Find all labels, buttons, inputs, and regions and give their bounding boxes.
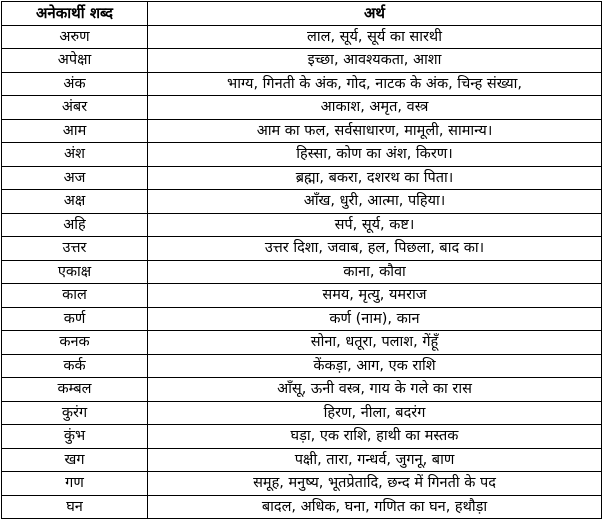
meaning-cell: सोना, धतूरा, पलाश, गेंहूँ bbox=[148, 331, 602, 355]
meaning-cell: बादल, अधिक, घना, गणित का घन, हथौड़ा bbox=[148, 495, 602, 519]
table-row bbox=[2, 472, 602, 496]
table-row bbox=[2, 401, 602, 425]
word-cell: अज bbox=[2, 166, 148, 190]
table-row bbox=[2, 495, 602, 519]
table-row bbox=[2, 378, 602, 402]
meaning-cell: हिस्सा, कोण का अंश, किरण। bbox=[148, 143, 602, 167]
meaning-cell: समय, मृत्यु, यमराज bbox=[148, 284, 602, 308]
meaning-cell: आँख, धुरी, आत्मा, पहिया। bbox=[148, 190, 602, 214]
table-row bbox=[2, 331, 602, 355]
meaning-cell: सर्प, सूर्य, कष्ट। bbox=[148, 213, 602, 237]
table-header-row bbox=[2, 2, 602, 26]
meaning-cell: आँसू, ऊनी वस्त्र, गाय के गले का रास bbox=[148, 378, 602, 402]
table-row bbox=[2, 237, 602, 261]
word-cell: खग bbox=[2, 448, 148, 472]
table-row bbox=[2, 284, 602, 308]
word-cell: एकाक्ष bbox=[2, 260, 148, 284]
word-cell: अंश bbox=[2, 143, 148, 167]
meaning-cell: लाल, सूर्य, सूर्य का सारथी bbox=[148, 25, 602, 49]
meaning-cell: आकाश, अमृत, वस्त्र bbox=[148, 96, 602, 120]
meaning-cell: उत्तर दिशा, जवाब, हल, पिछला, बाद का। bbox=[148, 237, 602, 261]
word-cell: कर्ण bbox=[2, 307, 148, 331]
meaning-cell: भाग्य, गिनती के अंक, गोद, नाटक के अंक, चिन्ह संख्या, bbox=[148, 72, 602, 96]
meaning-cell: काना, कौवा bbox=[148, 260, 602, 284]
table-row bbox=[2, 25, 602, 49]
meaning-cell: ब्रह्मा, बकरा, दशरथ का पिता। bbox=[148, 166, 602, 190]
word-meaning-table bbox=[1, 1, 602, 519]
table-row bbox=[2, 72, 602, 96]
table-row bbox=[2, 260, 602, 284]
table-row bbox=[2, 425, 602, 449]
word-cell: अपेक्षा bbox=[2, 49, 148, 73]
meaning-cell: आम का फल, सर्वसाधारण, मामूली, सामान्य। bbox=[148, 119, 602, 143]
header-word: अनेकार्थी शब्द bbox=[2, 2, 148, 26]
word-cell: कुरंग bbox=[2, 401, 148, 425]
word-cell: कनक bbox=[2, 331, 148, 355]
meaning-cell: पक्षी, तारा, गन्धर्व, जुगनू, बाण bbox=[148, 448, 602, 472]
table-row bbox=[2, 143, 602, 167]
table-row bbox=[2, 96, 602, 120]
table-row bbox=[2, 213, 602, 237]
word-cell: कर्क bbox=[2, 354, 148, 378]
table-row bbox=[2, 448, 602, 472]
table-row bbox=[2, 119, 602, 143]
word-cell: कम्बल bbox=[2, 378, 148, 402]
table-row bbox=[2, 354, 602, 378]
meaning-cell: घड़ा, एक राशि, हाथी का मस्तक bbox=[148, 425, 602, 449]
word-cell: अंक bbox=[2, 72, 148, 96]
word-cell: अक्ष bbox=[2, 190, 148, 214]
meaning-cell: केंकड़ा, आग, एक राशि bbox=[148, 354, 602, 378]
meaning-cell: इच्छा, आवश्यकता, आशा bbox=[148, 49, 602, 73]
meaning-cell: हिरण, नीला, बदरंग bbox=[148, 401, 602, 425]
word-cell: अरुण bbox=[2, 25, 148, 49]
word-cell: आम bbox=[2, 119, 148, 143]
table-row bbox=[2, 307, 602, 331]
table-row bbox=[2, 166, 602, 190]
word-cell: उत्तर bbox=[2, 237, 148, 261]
word-cell: गण bbox=[2, 472, 148, 496]
word-cell: काल bbox=[2, 284, 148, 308]
word-cell: अहि bbox=[2, 213, 148, 237]
header-meaning: अर्थ bbox=[148, 2, 602, 26]
table-row bbox=[2, 190, 602, 214]
meaning-cell: समूह, मनुष्य, भूतप्रेतादि, छन्द में गिनती के पद bbox=[148, 472, 602, 496]
word-cell: अंबर bbox=[2, 96, 148, 120]
table-row bbox=[2, 49, 602, 73]
word-cell: घन bbox=[2, 495, 148, 519]
meaning-cell: कर्ण (नाम), कान bbox=[148, 307, 602, 331]
word-cell: कुंभ bbox=[2, 425, 148, 449]
